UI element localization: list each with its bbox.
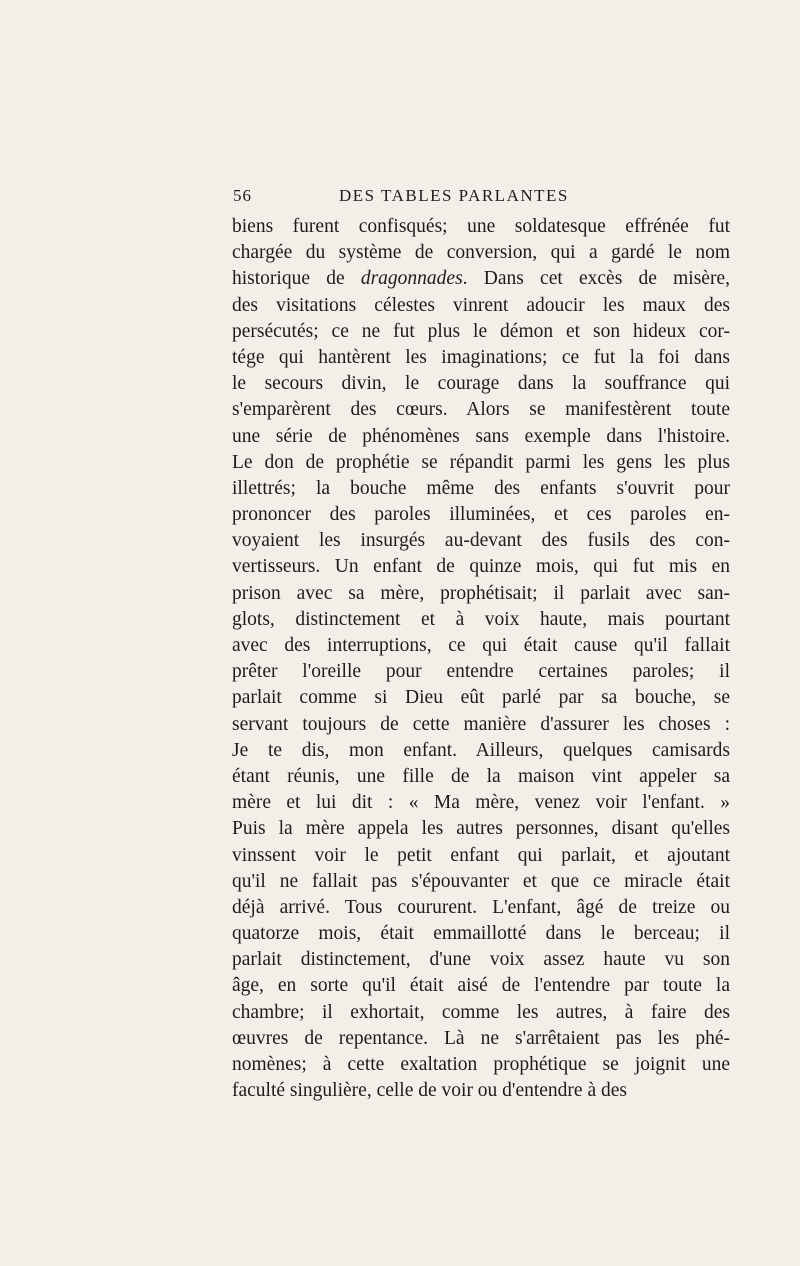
text-line: chambre; il exhortait, comme les autres, à faire des	[232, 1001, 730, 1023]
text-segment: . Dans cet excès de misère,	[462, 268, 730, 290]
running-title: DES TABLES PARLANTES	[339, 186, 569, 205]
text-line: âge, en sorte qu'il était aisé de l'entendre par toute la	[232, 975, 730, 997]
text-line: nomènes; à cette exaltation prophétique se joignit une	[232, 1054, 730, 1075]
text-line: avec des interruptions, ce qui était cause qu'il fallait	[232, 635, 730, 656]
text-line: persécutés; ce ne fut plus le démon et son hideux cor-	[232, 320, 730, 342]
text-line: une série de phénomènes sans exemple dans l'histoire.	[232, 425, 730, 447]
text-line: prêter l'oreille pour entendre certaines paroles; il	[232, 661, 730, 683]
text-segment: historique de	[232, 268, 361, 290]
text-line: prononcer des paroles illuminées, et ces paroles en-	[232, 504, 730, 526]
text-line: glots, distinctement et à voix haute, mais pourtant	[232, 608, 730, 630]
text-line: œuvres de repentance. Là ne s'arrêtaient pas les phé-	[232, 1027, 730, 1049]
text-line: étant réunis, une fille de la maison vint appeler sa	[232, 765, 730, 787]
text-line: tége qui hantèrent les imaginations; ce fut la foi dans	[232, 346, 730, 368]
text-line: quatorze mois, était emmaillotté dans le berceau; il	[232, 923, 730, 945]
text-line: des visitations célestes vinrent adoucir les maux des	[232, 294, 730, 316]
text-line: biens furent confisqués; une soldatesque effrénée fut	[232, 216, 730, 237]
text-line: parlait comme si Dieu eût parlé par sa bouche, se	[232, 687, 730, 709]
text-line: qu'il ne fallait pas s'épouvanter et que ce miracle était	[232, 870, 730, 892]
text-line: s'emparèrent des cœurs. Alors se manifestèrent toute	[232, 399, 730, 421]
text-line: déjà arrivé. Tous coururent. L'enfant, âgé de treize ou	[232, 896, 730, 918]
text-line: Le don de prophétie se répandit parmi les gens les plus	[232, 451, 730, 473]
text-line: Puis la mère appela les autres personnes, disant qu'elles	[232, 818, 730, 840]
text-line: le secours divin, le courage dans la souffrance qui	[232, 373, 730, 395]
text-line: chargée du système de conversion, qui a gardé le nom	[232, 242, 730, 264]
running-head	[233, 186, 733, 210]
page-number: 56	[233, 186, 252, 205]
text-line: Je te dis, mon enfant. Ailleurs, quelques camisards	[232, 739, 730, 761]
text-line: vinssent voir le petit enfant qui parlait, et ajoutant	[232, 844, 730, 866]
text-line: prison avec sa mère, prophétisait; il parlait avec san-	[232, 582, 730, 604]
text-line: vertisseurs. Un enfant de quinze mois, qui fut mis en	[232, 556, 730, 578]
text-line: voyaient les insurgés au-devant des fusils des con-	[232, 530, 730, 552]
body-text	[232, 214, 730, 1104]
text-line: illettrés; la bouche même des enfants s'ouvrit pour	[232, 477, 730, 499]
text-line: mère et lui dit : « Ma mère, venez voir l'enfant. »	[232, 792, 730, 814]
text-line: servant toujours de cette manière d'assurer les choses :	[232, 713, 730, 735]
italic-term: dragonnades	[360, 268, 463, 290]
text-line	[232, 266, 730, 292]
text-line: faculté singulière, celle de voir ou d'entendre à des	[232, 1080, 627, 1102]
text-line: parlait distinctement, d'une voix assez haute vu son	[232, 949, 730, 971]
